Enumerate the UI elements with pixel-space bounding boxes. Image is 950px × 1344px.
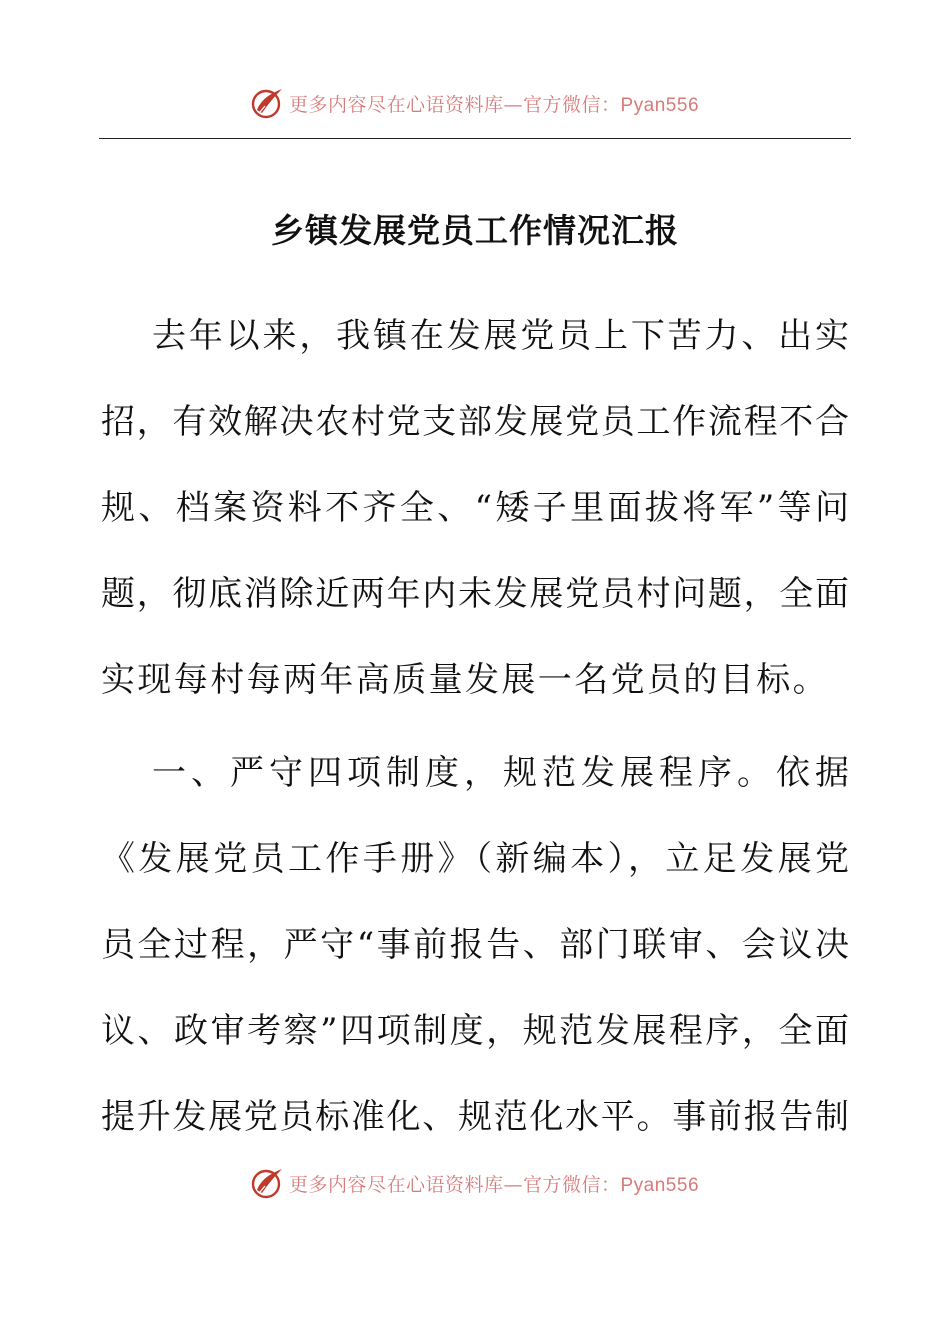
document-title: 乡镇发展党员工作情况汇报: [271, 211, 679, 250]
pen-logo-icon: [251, 86, 285, 120]
banner-account: Pyan556: [620, 1174, 700, 1196]
banner-brand: 更多内容尽在心语资料库: [288, 1173, 504, 1196]
body-line-8: 员全过程，严守“事前报告、部门联审、会议决: [101, 925, 849, 965]
body-line-9: 议、政审考察”四项制度，规范发展程序，全面: [101, 1011, 849, 1051]
banner-official: 官方微信：: [522, 1173, 621, 1196]
header-banner: [0, 83, 950, 123]
body-line-7: 《发展党员工作手册》（新编本），立足发展党: [101, 839, 849, 879]
footer-banner: [0, 1163, 950, 1203]
banner-official: 官方微信：: [522, 93, 621, 116]
body-line-2: 招，有效解决农村党支部发展党员工作流程不合: [101, 402, 849, 442]
pen-logo-icon: [251, 1166, 285, 1200]
body-line-5: 实现每村每两年高质量发展一名党员的目标。: [101, 660, 829, 700]
banner-text: [289, 1170, 699, 1197]
banner-separator: —: [503, 93, 523, 116]
banner-brand: 更多内容尽在心语资料库: [288, 93, 504, 116]
body-line-1: 去年以来，我镇在发展党员上下苦力、出实: [152, 316, 849, 356]
banner-account: Pyan556: [620, 94, 700, 116]
body-line-3: 规、档案资料不齐全、“矮子里面拔将军”等问: [101, 488, 849, 528]
body-line-6: 一、严守四项制度，规范发展程序。依据: [152, 753, 849, 793]
header-divider: [99, 138, 851, 139]
banner-separator: —: [503, 1173, 523, 1196]
body-line-4: 题，彻底消除近两年内未发展党员村问题，全面: [101, 574, 849, 614]
banner-text: [289, 90, 699, 117]
body-line-10: 提升发展党员标准化、规范化水平。事前报告制: [101, 1097, 849, 1137]
